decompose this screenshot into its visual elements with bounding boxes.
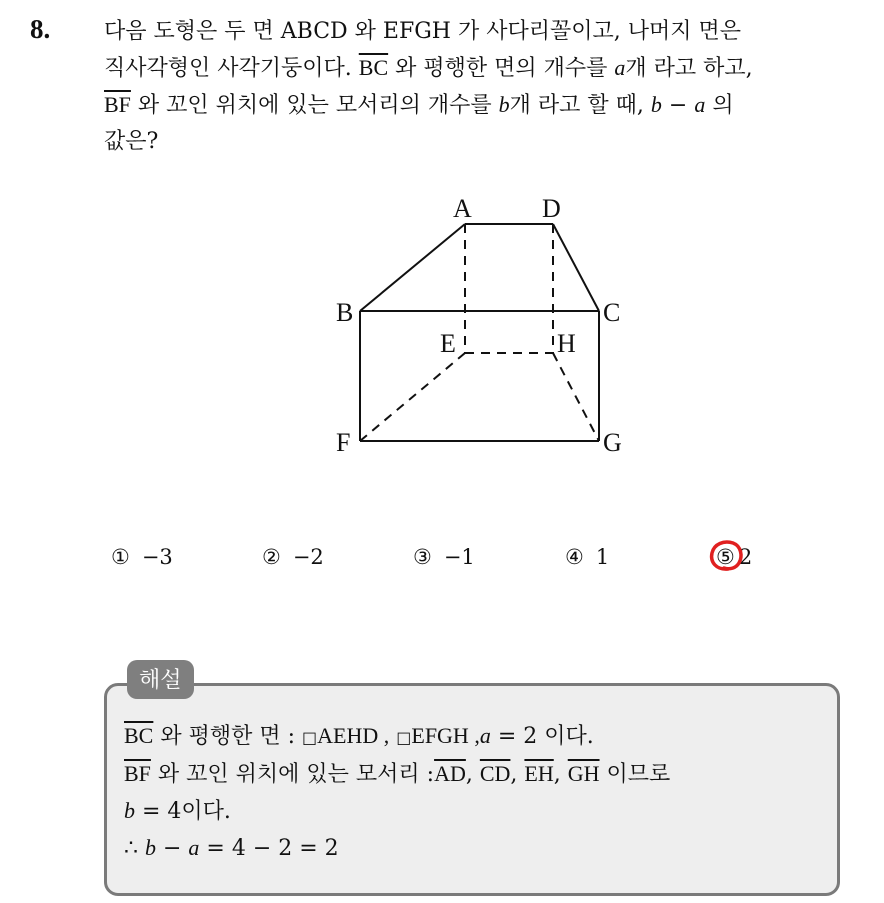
edge-hg-hidden (553, 353, 599, 441)
edge-label-eh: $\overline{EH}$ (524, 761, 554, 786)
choice-4[interactable] (565, 545, 609, 569)
solution-line-2: $\overline{BF}$ 와 꼬인 위치에 있는 모서리 $:\overline{AD}$, $\overline{CD}$, $\overline{EH}$, $\overline{GH}$ 이므로 (124, 761, 671, 787)
sol-segment-bc: $\overline{BC}$ (124, 723, 154, 748)
variable-b: b (498, 92, 510, 117)
sol-l4-rest: = 4 − 2 = 2 (199, 836, 339, 861)
sol-l4-minus: − (156, 836, 189, 861)
label-e: E (440, 329, 456, 358)
face-efgh: EFGH , (411, 723, 480, 748)
sol-line3-text: = 4이다. (135, 799, 231, 824)
segment-bc: $\overline{BC}$ (358, 55, 389, 80)
label-c: C (603, 298, 621, 327)
question-line-1: 다음 도형은 두 면 ABCD 와 EFGH 가 사다리꼴이고, 나머지 면은 (104, 19, 741, 44)
edge-dc (553, 224, 599, 311)
solution-tag: 해설 (127, 660, 194, 699)
answer-circle-mark (706, 536, 746, 576)
choice-4-number: ④ (565, 545, 584, 569)
sol-line1-text: 와 평행한 면 : (160, 724, 296, 749)
choice-1-number: ① (111, 545, 130, 569)
label-d: D (542, 194, 561, 223)
variable-a: a (614, 55, 626, 80)
choice-3-value: −1 (443, 545, 475, 569)
edge-ab (360, 224, 465, 311)
choice-5-number: ⑤ (716, 545, 735, 569)
choice-1-value: −3 (141, 545, 173, 569)
question-line2-c: 개 라고 하고, (625, 56, 753, 81)
solution-line-4 (124, 830, 834, 867)
question-number: 8. (30, 14, 51, 44)
sol-segment-bf: $\overline{BF}$ (124, 761, 151, 786)
choice-1[interactable] (111, 545, 173, 569)
expr-a: a (694, 92, 706, 117)
edge-label-cd: $\overline{CD}$ (479, 761, 511, 786)
edge-ef-hidden (360, 353, 465, 441)
label-b: B (336, 298, 354, 327)
expr-b: b (650, 92, 662, 117)
sol-line1-eq: = 2 이다. (490, 724, 594, 749)
sol-variable-b: b (124, 798, 135, 823)
question-line3-b: 개 라고 할 때, (509, 93, 644, 118)
edge-label-ad: $\overline{AD}$ (434, 761, 466, 786)
solution-line-1 (124, 718, 834, 756)
sol-l4-a: a (188, 835, 200, 860)
choice-3[interactable] (413, 545, 475, 569)
choice-3-number: ③ (413, 545, 432, 569)
edge-label-gh: $\overline{GH}$ (567, 761, 600, 786)
choice-2-value: −2 (292, 545, 324, 569)
question-line3-c: 의 (712, 93, 734, 118)
sol-variable-a: a (479, 723, 491, 748)
square-symbol-2: □ (396, 728, 412, 747)
face-aehd: AEHD , (317, 723, 390, 748)
label-g: G (603, 428, 622, 457)
segment-bf: $\overline{BF}$ (104, 92, 131, 117)
label-a: A (453, 194, 472, 223)
answer-choices (0, 545, 884, 577)
question-line3-a: 와 꼬인 위치에 있는 모서리의 개수를 (137, 93, 492, 118)
solution-line-3 (124, 793, 834, 830)
sol-line2-end: 이므로 (606, 762, 671, 787)
choice-2[interactable] (262, 545, 324, 569)
therefore-symbol: ∴ (124, 836, 145, 861)
question-line2-a: 직사각형인 사각기둥이다. (104, 56, 352, 81)
label-f: F (336, 428, 351, 457)
expr-minus: − (661, 93, 695, 118)
sol-line2-text: 와 꼬인 위치에 있는 모서리 : (157, 762, 435, 787)
sol-l4-b: b (145, 835, 156, 860)
choice-5-value: 2 (738, 545, 753, 569)
question-line-4: 값은? (104, 129, 159, 154)
choice-4-value: 1 (595, 545, 610, 569)
choice-2-number: ② (262, 545, 281, 569)
solution-text (124, 718, 834, 867)
question-line2-b: 와 평행한 면의 개수를 (395, 56, 608, 81)
square-symbol-1: □ (302, 728, 318, 747)
label-h: H (557, 329, 576, 358)
